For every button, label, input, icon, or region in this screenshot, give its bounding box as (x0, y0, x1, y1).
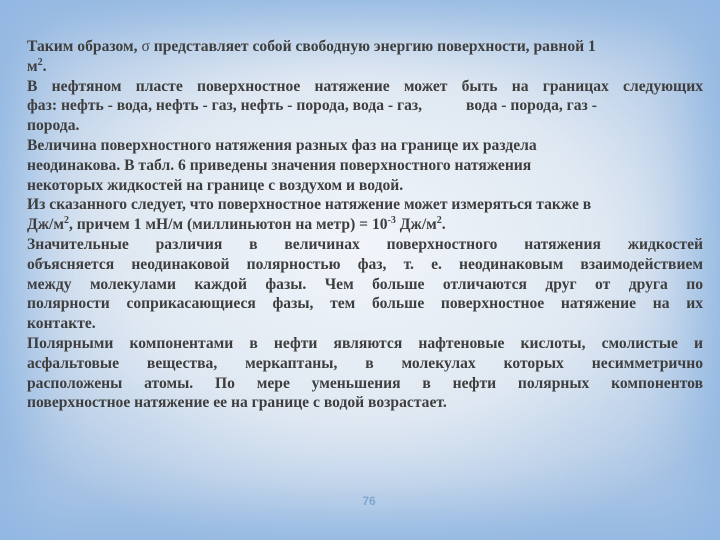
text-line: порода. (27, 117, 80, 135)
superscript: -3 (387, 214, 396, 226)
page-number: 76 (362, 494, 376, 508)
text-line: Величина поверхностного натяжения разных фаз на границе их раздела (27, 136, 537, 154)
text-line: между молекулами каждой фазы. Чем больше отличаются друг от друга по (27, 275, 703, 293)
paragraph-phases (27, 77, 703, 136)
paragraph-table-ref (27, 136, 703, 195)
text-line: расположены атомы. По мере уменьшения в нефти полярных компонентов (27, 374, 703, 392)
text-line (27, 57, 703, 77)
text-line: неодинакова. В табл. 6 приведены значения поверхностного натяжения (27, 156, 532, 174)
text-line: полярности соприкасающиеся фазы, тем больше поверхностное натяжение на их (27, 295, 703, 313)
text-run: Дж/м (395, 216, 437, 234)
text-run: вода - порода, газ - (466, 97, 597, 115)
paragraph-sigma (27, 37, 703, 77)
superscript: 2 (436, 214, 442, 226)
text-run: м (27, 57, 38, 75)
superscript: 2 (64, 214, 69, 226)
sigma-symbol: σ (141, 38, 150, 55)
text-run: Дж/м (27, 216, 64, 234)
text-line (27, 96, 703, 116)
text-line: поверхностное натяжение ее на границе с водой возрастает. (27, 394, 447, 412)
text-line: асфальтовые вещества, меркаптаны, в молекулах которых несимметрично (27, 354, 703, 372)
paragraph-units (27, 195, 703, 235)
text-line: Полярными компонентами в нефти являются нафтеновые кислоты, смолистые и (27, 334, 703, 352)
text-run: фаз: нефть - вода, нефть - газ, нефть - порода, вода - газ, (27, 97, 423, 115)
text-line: В нефтяном пласте поверхностное натяжение может быть на границах следующих (27, 77, 703, 95)
paragraph-polarity (27, 235, 703, 334)
text-line: контакте. (27, 315, 96, 333)
text-line: объясняется неодинаковой полярностью фаз, т. е. неодинаковым взаимодействием (27, 255, 703, 273)
text-run: , причем 1 мН/м (миллиньютон на метр) = 10 (69, 216, 388, 234)
text-line: Из сказанного следует, что поверхностное натяжение может измеряться также в (27, 196, 592, 214)
text-run: представляет собой свободную энергию поверхности, равной 1 (149, 38, 596, 55)
paragraph-components (27, 334, 703, 413)
text-line: Значительные различия в величинах поверхностного натяжения жидкостей (27, 235, 703, 253)
text-line (27, 37, 703, 57)
text-line: некоторых жидкостей на границе с воздухом и водой. (27, 176, 404, 194)
text-line (27, 215, 703, 235)
body-text (27, 37, 703, 413)
text-run: Таким образом, (27, 38, 142, 55)
superscript: 2 (37, 56, 43, 68)
text-run: . (42, 57, 47, 75)
text-run: . (441, 216, 446, 234)
